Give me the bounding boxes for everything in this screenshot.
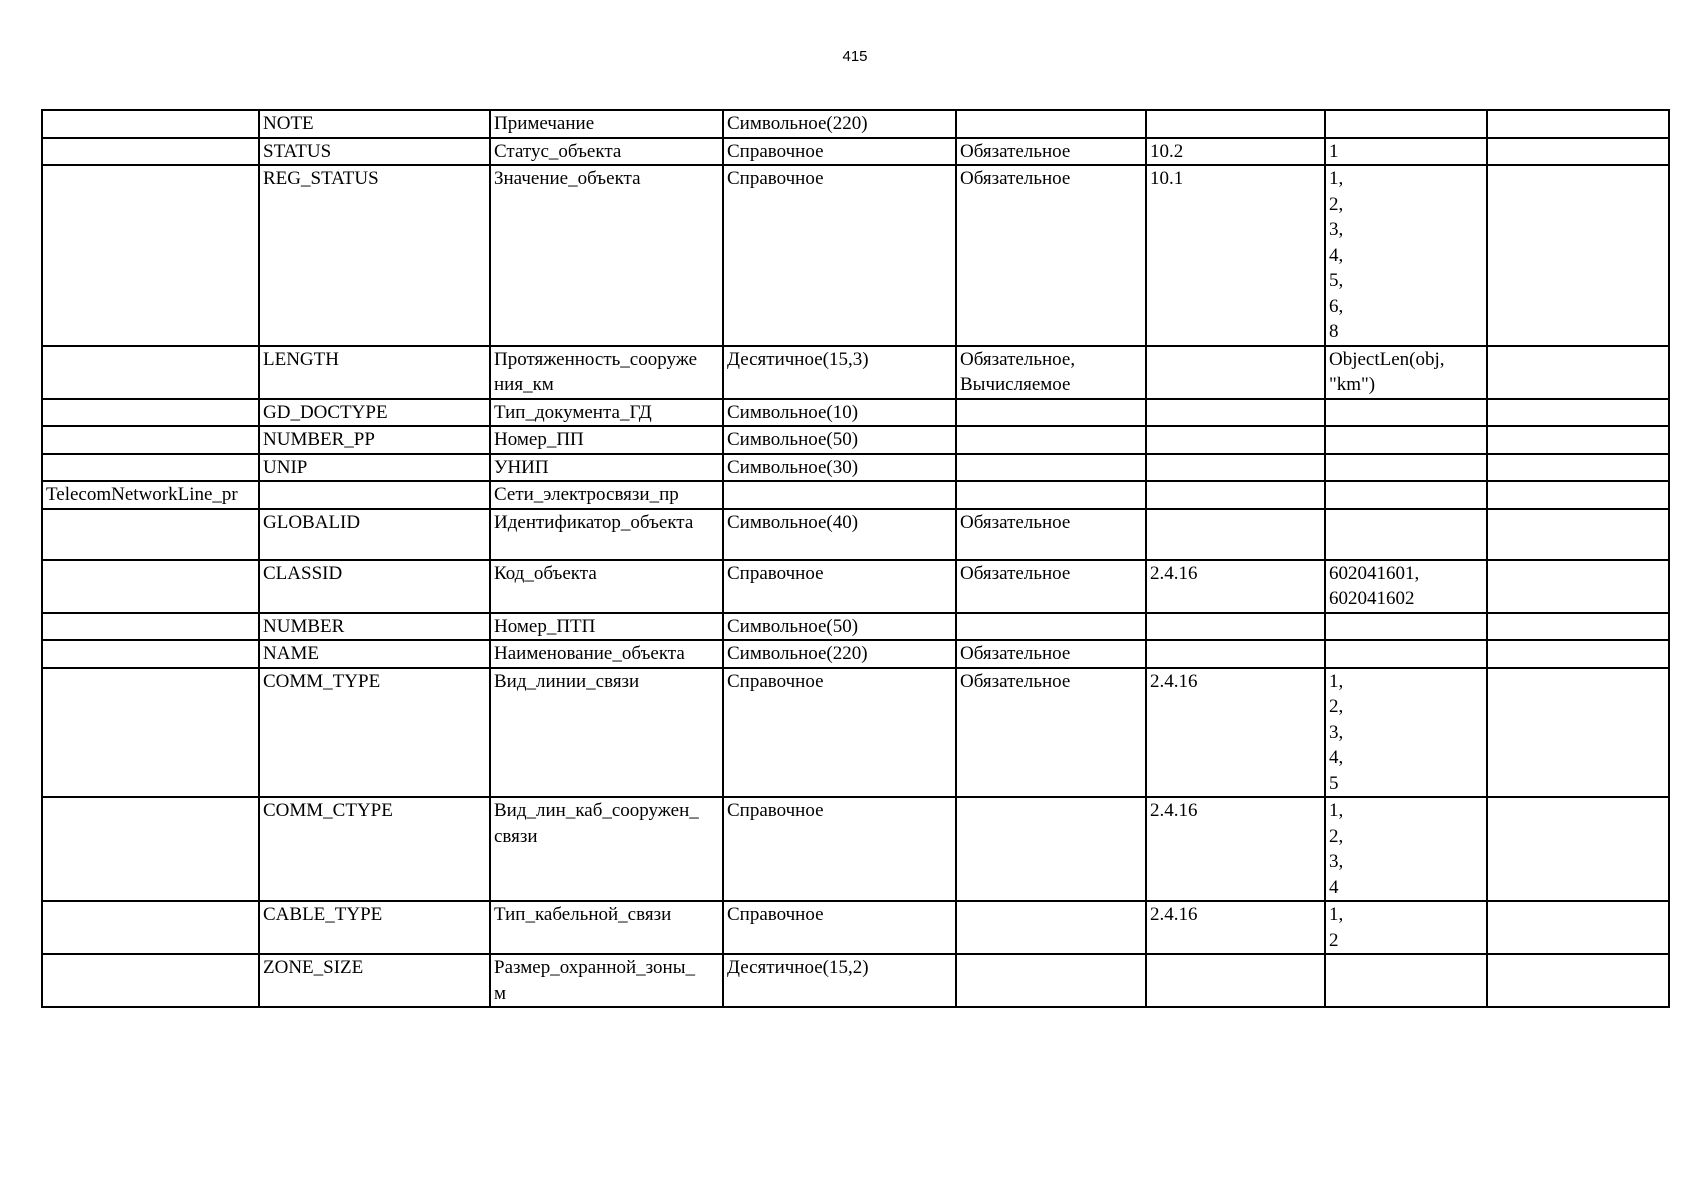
values-cell	[1325, 481, 1487, 509]
table-row	[42, 797, 1669, 901]
field-alias-cell: УНИП	[490, 454, 723, 482]
data-type-cell: Символьное(50)	[723, 426, 956, 454]
notes-cell	[1487, 110, 1669, 138]
values-cell	[1325, 509, 1487, 560]
data-type-cell: Справочное	[723, 560, 956, 613]
table-row	[42, 613, 1669, 641]
field-name-cell: NAME	[259, 640, 490, 668]
data-type-cell: Справочное	[723, 668, 956, 798]
values-cell	[1325, 954, 1487, 1007]
class-name-cell	[42, 797, 259, 901]
class-name-cell	[42, 613, 259, 641]
requirement-cell	[956, 613, 1146, 641]
reference-cell: 10.1	[1146, 165, 1325, 346]
reference-cell	[1146, 509, 1325, 560]
requirement-cell	[956, 399, 1146, 427]
data-type-cell: Символьное(220)	[723, 640, 956, 668]
reference-cell: 2.4.16	[1146, 797, 1325, 901]
notes-cell	[1487, 668, 1669, 798]
notes-cell	[1487, 426, 1669, 454]
data-type-cell: Справочное	[723, 138, 956, 166]
table-row	[42, 954, 1669, 1007]
notes-cell	[1487, 481, 1669, 509]
requirement-cell	[956, 954, 1146, 1007]
field-name-cell: GLOBALID	[259, 509, 490, 560]
class-name-cell	[42, 954, 259, 1007]
values-cell: ObjectLen(obj, "km")	[1325, 346, 1487, 399]
notes-cell	[1487, 640, 1669, 668]
field-alias-cell: Наименование_объекта	[490, 640, 723, 668]
field-alias-cell: Номер_ПП	[490, 426, 723, 454]
table-row	[42, 901, 1669, 954]
notes-cell	[1487, 797, 1669, 901]
field-alias-cell: Статус_объекта	[490, 138, 723, 166]
table-row	[42, 640, 1669, 668]
values-cell: 602041601, 602041602	[1325, 560, 1487, 613]
field-alias-cell: Тип_документа_ГД	[490, 399, 723, 427]
reference-cell: 2.4.16	[1146, 560, 1325, 613]
field-name-cell: COMM_TYPE	[259, 668, 490, 798]
page-number: 415	[842, 48, 868, 65]
requirement-cell	[956, 426, 1146, 454]
notes-cell	[1487, 560, 1669, 613]
requirement-cell: Обязательное	[956, 138, 1146, 166]
class-name-cell	[42, 509, 259, 560]
class-name-cell	[42, 426, 259, 454]
requirement-cell	[956, 481, 1146, 509]
table-row	[42, 399, 1669, 427]
values-cell: 1, 2, 3, 4	[1325, 797, 1487, 901]
reference-cell	[1146, 481, 1325, 509]
field-alias-cell: Протяженность_сооруже ния_км	[490, 346, 723, 399]
values-cell	[1325, 640, 1487, 668]
reference-cell	[1146, 110, 1325, 138]
data-type-cell: Справочное	[723, 901, 956, 954]
data-type-cell: Символьное(220)	[723, 110, 956, 138]
field-alias-cell: Примечание	[490, 110, 723, 138]
requirement-cell	[956, 901, 1146, 954]
values-cell: 1, 2, 3, 4, 5	[1325, 668, 1487, 798]
data-type-cell: Символьное(10)	[723, 399, 956, 427]
values-cell: 1, 2	[1325, 901, 1487, 954]
notes-cell	[1487, 138, 1669, 166]
requirement-cell: Обязательное	[956, 640, 1146, 668]
notes-cell	[1487, 954, 1669, 1007]
reference-cell	[1146, 426, 1325, 454]
table-row	[42, 165, 1669, 346]
reference-cell: 10.2	[1146, 138, 1325, 166]
requirement-cell	[956, 454, 1146, 482]
values-cell: 1, 2, 3, 4, 5, 6, 8	[1325, 165, 1487, 346]
class-name-cell: TelecomNetworkLine_pr	[42, 481, 259, 509]
class-name-cell	[42, 668, 259, 798]
table-row	[42, 110, 1669, 138]
class-name-cell	[42, 901, 259, 954]
reference-cell	[1146, 346, 1325, 399]
table-row	[42, 481, 1669, 509]
table-row	[42, 426, 1669, 454]
field-name-cell	[259, 481, 490, 509]
reference-cell	[1146, 954, 1325, 1007]
values-cell: 1	[1325, 138, 1487, 166]
table-row	[42, 138, 1669, 166]
field-alias-cell: Номер_ПТП	[490, 613, 723, 641]
notes-cell	[1487, 399, 1669, 427]
field-name-cell: REG_STATUS	[259, 165, 490, 346]
data-type-cell: Символьное(40)	[723, 509, 956, 560]
field-name-cell: STATUS	[259, 138, 490, 166]
field-name-cell: COMM_CTYPE	[259, 797, 490, 901]
values-cell	[1325, 426, 1487, 454]
reference-cell: 2.4.16	[1146, 668, 1325, 798]
values-cell	[1325, 613, 1487, 641]
data-type-cell: Десятичное(15,2)	[723, 954, 956, 1007]
class-name-cell	[42, 454, 259, 482]
notes-cell	[1487, 613, 1669, 641]
table-row	[42, 560, 1669, 613]
field-name-cell: LENGTH	[259, 346, 490, 399]
values-cell	[1325, 454, 1487, 482]
reference-cell: 2.4.16	[1146, 901, 1325, 954]
values-cell	[1325, 110, 1487, 138]
class-name-cell	[42, 138, 259, 166]
reference-cell	[1146, 640, 1325, 668]
data-type-cell: Десятичное(15,3)	[723, 346, 956, 399]
field-name-cell: NOTE	[259, 110, 490, 138]
requirement-cell: Обязательное	[956, 560, 1146, 613]
field-alias-cell: Код_объекта	[490, 560, 723, 613]
values-cell	[1325, 399, 1487, 427]
class-name-cell	[42, 346, 259, 399]
field-alias-cell: Тип_кабельной_связи	[490, 901, 723, 954]
data-type-cell: Справочное	[723, 165, 956, 346]
notes-cell	[1487, 346, 1669, 399]
requirement-cell: Обязательное	[956, 509, 1146, 560]
notes-cell	[1487, 454, 1669, 482]
requirement-cell: Обязательное	[956, 668, 1146, 798]
requirement-cell	[956, 797, 1146, 901]
field-alias-cell: Сети_электросвязи_пр	[490, 481, 723, 509]
requirement-cell: Обязательное, Вычисляемое	[956, 346, 1146, 399]
field-alias-cell: Вид_лин_каб_сооружен_ связи	[490, 797, 723, 901]
field-name-cell: NUMBER_PP	[259, 426, 490, 454]
reference-cell	[1146, 613, 1325, 641]
notes-cell	[1487, 165, 1669, 346]
data-type-cell: Символьное(30)	[723, 454, 956, 482]
field-alias-cell: Значение_объекта	[490, 165, 723, 346]
field-name-cell: CABLE_TYPE	[259, 901, 490, 954]
data-type-cell	[723, 481, 956, 509]
class-name-cell	[42, 399, 259, 427]
field-alias-cell: Размер_охранной_зоны_ м	[490, 954, 723, 1007]
field-name-cell: CLASSID	[259, 560, 490, 613]
class-name-cell	[42, 165, 259, 346]
requirement-cell: Обязательное	[956, 165, 1146, 346]
field-alias-cell: Идентификатор_объекта	[490, 509, 723, 560]
attribute-table	[41, 109, 1670, 1008]
field-name-cell: NUMBER	[259, 613, 490, 641]
table-row	[42, 668, 1669, 798]
field-alias-cell: Вид_линии_связи	[490, 668, 723, 798]
data-type-cell: Символьное(50)	[723, 613, 956, 641]
field-name-cell: GD_DOCTYPE	[259, 399, 490, 427]
table-row	[42, 509, 1669, 560]
field-name-cell: ZONE_SIZE	[259, 954, 490, 1007]
requirement-cell	[956, 110, 1146, 138]
table-row	[42, 454, 1669, 482]
table-row	[42, 346, 1669, 399]
class-name-cell	[42, 110, 259, 138]
field-name-cell: UNIP	[259, 454, 490, 482]
notes-cell	[1487, 901, 1669, 954]
class-name-cell	[42, 560, 259, 613]
reference-cell	[1146, 399, 1325, 427]
notes-cell	[1487, 509, 1669, 560]
class-name-cell	[42, 640, 259, 668]
reference-cell	[1146, 454, 1325, 482]
data-type-cell: Справочное	[723, 797, 956, 901]
